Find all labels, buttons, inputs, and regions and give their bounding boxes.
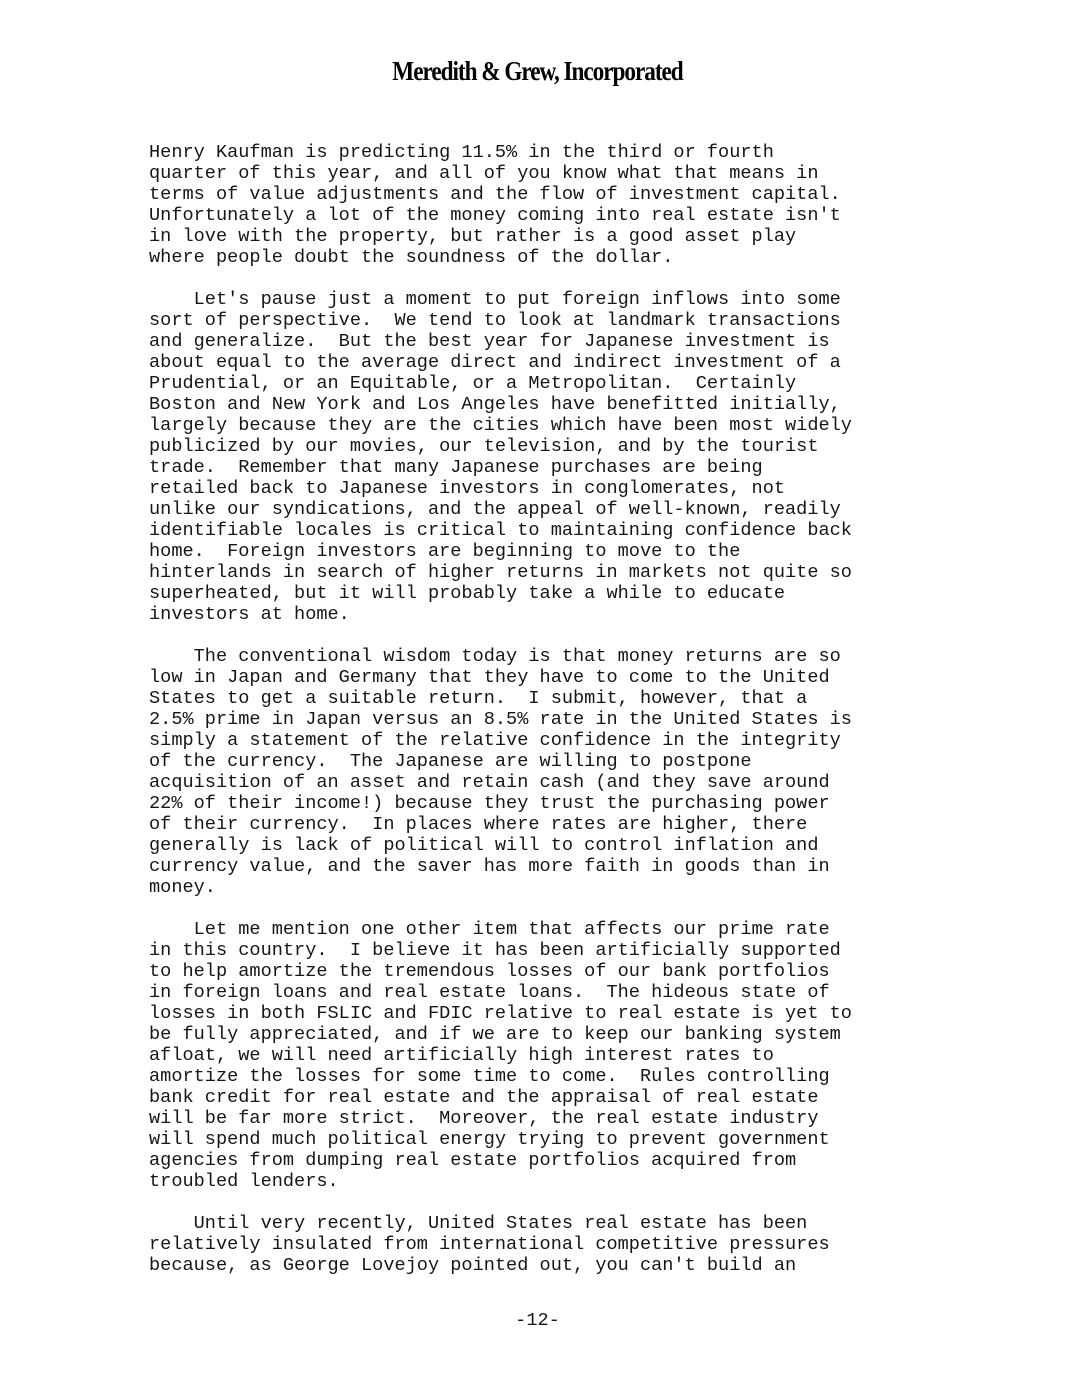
text-line: Henry Kaufman is predicting 11.5% in the third or fourth bbox=[149, 142, 774, 163]
text-line: to help amortize the tremendous losses of our bank portfolios bbox=[149, 961, 830, 982]
text-line: in love with the property, but rather is a good asset play bbox=[149, 226, 797, 247]
text-line: of the currency. The Japanese are willing to postpone bbox=[149, 751, 752, 772]
text-line: sort of perspective. We tend to look at landmark transactions bbox=[149, 310, 841, 331]
text-line: publicized by our movies, our television, and by the tourist bbox=[149, 436, 819, 457]
text-line: because, as George Lovejoy pointed out, you can't build an bbox=[149, 1255, 797, 1276]
text-line: Prudential, or an Equitable, or a Metropolitan. Certainly bbox=[149, 373, 797, 394]
paragraph bbox=[149, 919, 979, 1192]
text-line: bank credit for real estate and the appraisal of real estate bbox=[149, 1087, 819, 1108]
paragraph bbox=[149, 646, 979, 898]
text-line: acquisition of an asset and retain cash (and they save around bbox=[149, 772, 830, 793]
paragraph bbox=[149, 142, 979, 268]
text-line: in this country. I believe it has been artificially supported bbox=[149, 940, 841, 961]
text-line: trade. Remember that many Japanese purchases are being bbox=[149, 457, 763, 478]
text-line: Let's pause just a moment to put foreign inflows into some bbox=[149, 289, 841, 310]
text-line: simply a statement of the relative confidence in the integrity bbox=[149, 730, 841, 751]
paragraph bbox=[149, 1213, 979, 1276]
text-line: Boston and New York and Los Angeles have benefitted initially, bbox=[149, 394, 841, 415]
text-line: retailed back to Japanese investors in conglomerates, not bbox=[149, 478, 786, 499]
text-line: Let me mention one other item that affects our prime rate bbox=[149, 919, 830, 940]
text-line: troubled lenders. bbox=[149, 1171, 339, 1192]
text-line: 22% of their income!) because they trust the purchasing power bbox=[149, 793, 830, 814]
text-line: Unfortunately a lot of the money coming into real estate isn't bbox=[149, 205, 841, 226]
text-line: terms of value adjustments and the flow of investment capital. bbox=[149, 184, 841, 205]
text-line: relatively insulated from international competitive pressures bbox=[149, 1234, 830, 1255]
text-line: quarter of this year, and all of you know what that means in bbox=[149, 163, 819, 184]
text-line: home. Foreign investors are beginning to move to the bbox=[149, 541, 741, 562]
text-line: afloat, we will need artificially high interest rates to bbox=[149, 1045, 774, 1066]
text-line: superheated, but it will probably take a while to educate bbox=[149, 583, 786, 604]
text-line: will be far more strict. Moreover, the real estate industry bbox=[149, 1108, 819, 1129]
text-line: in foreign loans and real estate loans. The hideous state of bbox=[149, 982, 830, 1003]
page-number: -12- bbox=[515, 1310, 560, 1331]
text-line: will spend much political energy trying to prevent government bbox=[149, 1129, 830, 1150]
text-line: 2.5% prime in Japan versus an 8.5% rate in the United States is bbox=[149, 709, 852, 730]
text-line: The conventional wisdom today is that money returns are so bbox=[149, 646, 841, 667]
text-line: States to get a suitable return. I submit, however, that a bbox=[149, 688, 808, 709]
text-line: where people doubt the soundness of the dollar. bbox=[149, 247, 674, 268]
text-line: hinterlands in search of higher returns in markets not quite so bbox=[149, 562, 852, 583]
text-line: identifiable locales is critical to maintaining confidence back bbox=[149, 520, 852, 541]
text-line: investors at home. bbox=[149, 604, 350, 625]
text-line: and generalize. But the best year for Japanese investment is bbox=[149, 331, 830, 352]
text-line: money. bbox=[149, 877, 216, 898]
text-line: amortize the losses for some time to come. Rules controlling bbox=[149, 1066, 830, 1087]
document-body bbox=[149, 142, 979, 1297]
text-line: agencies from dumping real estate portfolios acquired from bbox=[149, 1150, 797, 1171]
text-line: currency value, and the saver has more faith in goods than in bbox=[149, 856, 830, 877]
paragraph bbox=[149, 289, 979, 625]
text-line: low in Japan and Germany that they have to come to the United bbox=[149, 667, 830, 688]
text-line: losses in both FSLIC and FDIC relative to real estate is yet to bbox=[149, 1003, 852, 1024]
text-line: unlike our syndications, and the appeal of well-known, readily bbox=[149, 499, 841, 520]
text-line: largely because they are the cities which have been most widely bbox=[149, 415, 852, 436]
letterhead: Meredith & Grew, Incorporated bbox=[392, 56, 683, 86]
text-line: be fully appreciated, and if we are to keep our banking system bbox=[149, 1024, 841, 1045]
text-line: about equal to the average direct and indirect investment of a bbox=[149, 352, 841, 373]
text-line: generally is lack of political will to control inflation and bbox=[149, 835, 819, 856]
text-line: Until very recently, United States real estate has been bbox=[149, 1213, 808, 1234]
text-line: of their currency. In places where rates are higher, there bbox=[149, 814, 808, 835]
